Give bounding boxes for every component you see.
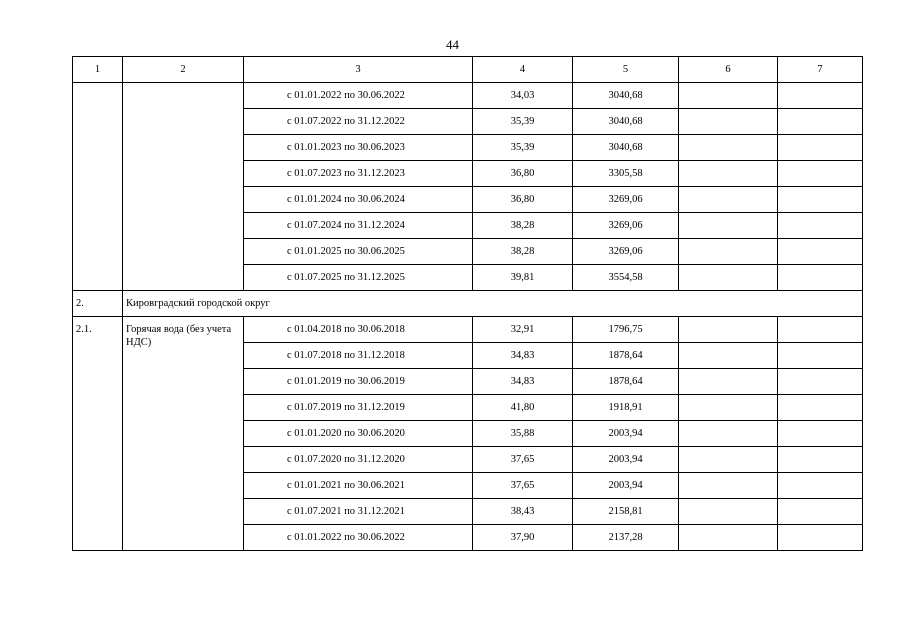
cell-col5: 2137,28	[573, 525, 679, 551]
cell-col4: 39,81	[473, 265, 573, 291]
table-row	[73, 317, 863, 343]
cell-col5: 1918,91	[573, 395, 679, 421]
cell-col5: 3269,06	[573, 239, 679, 265]
cell-period: с 01.07.2021 по 31.12.2021	[244, 499, 473, 525]
cell-col6	[679, 525, 778, 551]
cell-col4: 34,03	[473, 83, 573, 109]
cell-col7	[778, 395, 863, 421]
cell-col6	[679, 265, 778, 291]
cell-col4: 32,91	[473, 317, 573, 343]
cell-col4: 35,39	[473, 109, 573, 135]
cell-col7	[778, 161, 863, 187]
cell-col6	[679, 187, 778, 213]
cell-period: с 01.07.2019 по 31.12.2019	[244, 395, 473, 421]
header-cell-1: 1	[73, 57, 123, 83]
cell-period: с 01.01.2025 по 30.06.2025	[244, 239, 473, 265]
subsection-number: 2.1.	[73, 317, 123, 551]
cell-period: с 01.01.2022 по 30.06.2022	[244, 525, 473, 551]
cell-period: с 01.01.2019 по 30.06.2019	[244, 369, 473, 395]
cell-col6	[679, 239, 778, 265]
cell-col6	[679, 83, 778, 109]
cell-col4: 38,28	[473, 213, 573, 239]
cell-col4: 38,28	[473, 239, 573, 265]
cell-col7	[778, 499, 863, 525]
cell-col5: 3040,68	[573, 135, 679, 161]
table-row	[73, 83, 863, 109]
cell-col7	[778, 525, 863, 551]
section-row	[73, 291, 863, 317]
header-cell-3: 3	[244, 57, 473, 83]
cell-col7	[778, 421, 863, 447]
cell-col6	[679, 109, 778, 135]
cell-col6	[679, 369, 778, 395]
cell-period: с 01.07.2020 по 31.12.2020	[244, 447, 473, 473]
cell-col7	[778, 317, 863, 343]
cell-period: с 01.01.2022 по 30.06.2022	[244, 83, 473, 109]
cell-col4: 38,43	[473, 499, 573, 525]
cell-col6	[679, 447, 778, 473]
cell-col5: 3269,06	[573, 213, 679, 239]
header-cell-4: 4	[473, 57, 573, 83]
header-cell-2: 2	[123, 57, 244, 83]
cell-col4: 37,90	[473, 525, 573, 551]
cell-period: с 01.07.2022 по 31.12.2022	[244, 109, 473, 135]
cell-col4: 37,65	[473, 473, 573, 499]
header-cell-5: 5	[573, 57, 679, 83]
cell-col7	[778, 369, 863, 395]
cell-col6	[679, 343, 778, 369]
cell-col6	[679, 473, 778, 499]
header-cell-7: 7	[778, 57, 863, 83]
cell-col7	[778, 213, 863, 239]
cell-col5: 3040,68	[573, 109, 679, 135]
cell-col7	[778, 109, 863, 135]
cell-col5: 2003,94	[573, 421, 679, 447]
table-body	[73, 57, 863, 551]
cell-period: с 01.01.2024 по 30.06.2024	[244, 187, 473, 213]
cell-col6	[679, 499, 778, 525]
cell-period: с 01.07.2024 по 31.12.2024	[244, 213, 473, 239]
cell-col4: 41,80	[473, 395, 573, 421]
cell-col6	[679, 135, 778, 161]
cell-col5: 3554,58	[573, 265, 679, 291]
cell-col5: 1878,64	[573, 369, 679, 395]
cell-col6	[679, 317, 778, 343]
section-title: Кировградский городской округ	[123, 291, 863, 317]
cell-col5: 3305,58	[573, 161, 679, 187]
header-row	[73, 57, 863, 83]
cell-period: с 01.01.2021 по 30.06.2021	[244, 473, 473, 499]
cell-col4: 34,83	[473, 369, 573, 395]
cell-col6	[679, 213, 778, 239]
cell-col7	[778, 265, 863, 291]
cell-name-continued	[123, 83, 244, 291]
cell-col7	[778, 83, 863, 109]
cell-col7	[778, 239, 863, 265]
cell-col5: 3040,68	[573, 83, 679, 109]
cell-period: с 01.01.2023 по 30.06.2023	[244, 135, 473, 161]
section-number: 2.	[73, 291, 123, 317]
cell-period: с 01.07.2025 по 31.12.2025	[244, 265, 473, 291]
cell-col4: 35,39	[473, 135, 573, 161]
cell-col6	[679, 161, 778, 187]
cell-col6	[679, 421, 778, 447]
cell-number-continued	[73, 83, 123, 291]
cell-col4: 37,65	[473, 447, 573, 473]
cell-col4: 34,83	[473, 343, 573, 369]
cell-col5: 2003,94	[573, 447, 679, 473]
cell-col4: 36,80	[473, 161, 573, 187]
cell-col5: 3269,06	[573, 187, 679, 213]
cell-col4: 36,80	[473, 187, 573, 213]
cell-period: с 01.04.2018 по 30.06.2018	[244, 317, 473, 343]
cell-col5: 1878,64	[573, 343, 679, 369]
tariff-table	[72, 56, 863, 551]
cell-col7	[778, 343, 863, 369]
cell-col5: 2003,94	[573, 473, 679, 499]
subsection-name: Горячая вода (без учета НДС)	[123, 317, 244, 551]
cell-col5: 1796,75	[573, 317, 679, 343]
cell-col7	[778, 473, 863, 499]
header-cell-6: 6	[679, 57, 778, 83]
cell-col7	[778, 135, 863, 161]
cell-col5: 2158,81	[573, 499, 679, 525]
cell-period: с 01.01.2020 по 30.06.2020	[244, 421, 473, 447]
cell-col6	[679, 395, 778, 421]
cell-col7	[778, 447, 863, 473]
cell-col4: 35,88	[473, 421, 573, 447]
page-number: 44	[446, 37, 459, 52]
cell-period: с 01.07.2023 по 31.12.2023	[244, 161, 473, 187]
cell-period: с 01.07.2018 по 31.12.2018	[244, 343, 473, 369]
cell-col7	[778, 187, 863, 213]
